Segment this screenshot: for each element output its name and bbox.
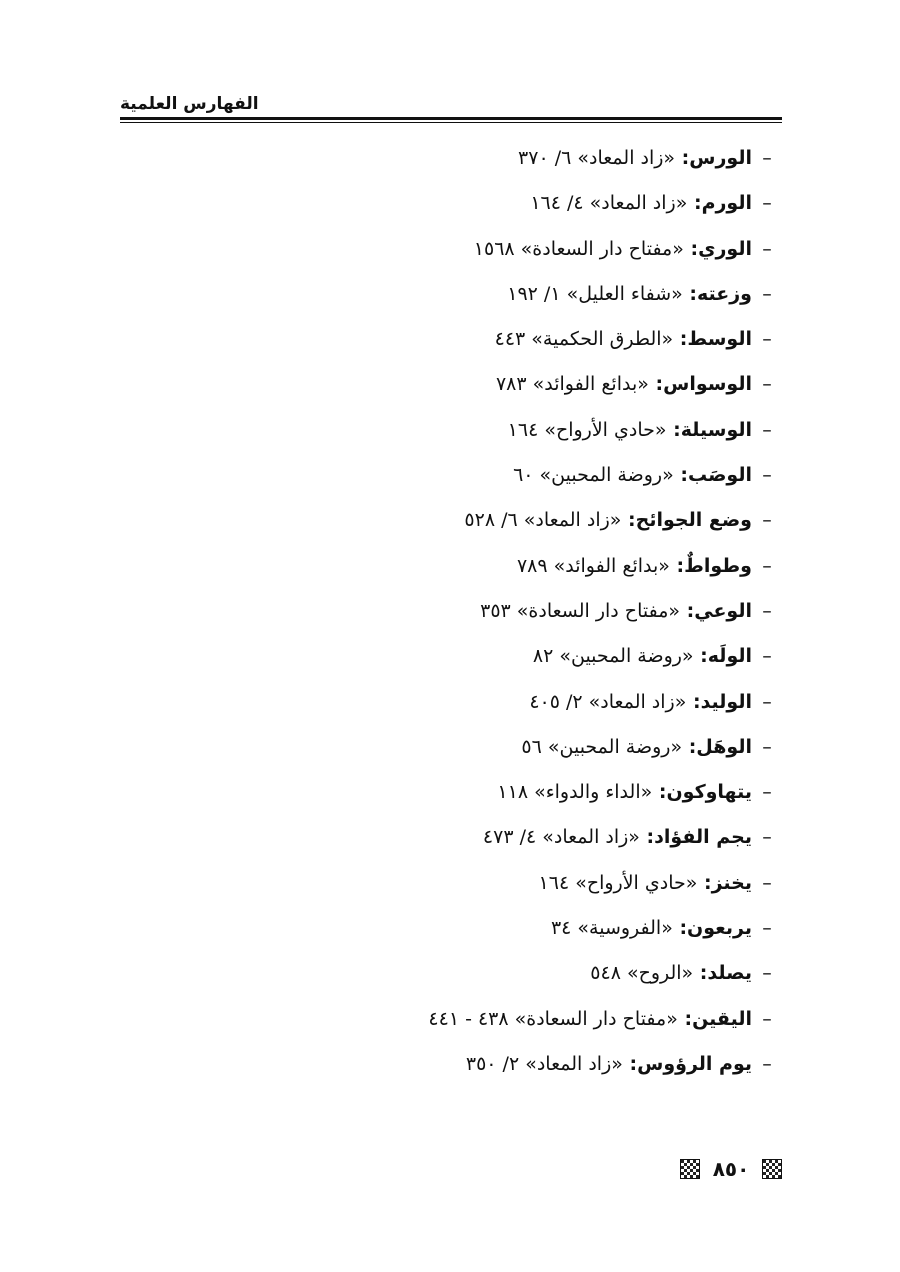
- entry-dash-icon: –: [762, 464, 772, 487]
- entry-reference: «حادي الأرواح» ١٦٤: [507, 418, 667, 441]
- index-entry: [262, 815, 782, 860]
- header-rule-thin: [120, 122, 782, 123]
- entry-dash-icon: –: [762, 237, 772, 260]
- entry-reference: «مفتاح دار السعادة» ٤٣٨ - ٤٤١: [428, 1007, 678, 1030]
- entry-reference: «زاد المعاد» ٢/ ٣٥٠: [465, 1052, 623, 1075]
- entry-colon: :: [693, 645, 708, 668]
- entry-colon: :: [697, 871, 712, 894]
- entry-term: وضع الجوائح: [635, 509, 752, 532]
- entry-reference: «الفروسية» ٣٤: [550, 917, 673, 940]
- entry-dash-icon: –: [762, 282, 772, 305]
- index-entry: [262, 362, 782, 407]
- entry-reference: «الداء والدواء» ١١٨: [497, 781, 653, 804]
- index-entry: [262, 136, 782, 181]
- entry-term: يوم الرؤوس: [637, 1052, 752, 1075]
- entry-reference: «الطرق الحكمية» ٤٤٣: [494, 328, 674, 351]
- entry-colon: :: [680, 599, 695, 622]
- index-entry: [262, 634, 782, 679]
- entry-reference: «زاد المعاد» ٦/ ٣٧٠: [518, 147, 676, 169]
- entry-reference: «زاد المعاد» ٢/ ٤٠٥: [529, 690, 687, 713]
- entry-dash-icon: –: [762, 690, 772, 713]
- entry-dash-icon: –: [762, 509, 772, 532]
- entry-dash-icon: –: [762, 1052, 772, 1075]
- index-entry: [262, 498, 782, 543]
- folio-ornament-right-icon: [762, 1159, 782, 1179]
- entry-reference: «زاد المعاد» ٤/ ٤٧٣: [482, 826, 640, 849]
- entry-term: الورم: [701, 192, 752, 215]
- entry-reference: «بدائع الفوائد» ٧٨٩: [516, 554, 670, 577]
- entry-reference: «مفتاح دار السعادة» ١٥٦٨: [473, 237, 684, 260]
- entry-dash-icon: –: [762, 418, 772, 441]
- entry-term: يربعون: [687, 917, 752, 940]
- entry-colon: :: [621, 509, 636, 532]
- entry-colon: :: [682, 735, 697, 758]
- entry-colon: :: [683, 237, 699, 260]
- entry-reference: «الروح» ٥٤٨: [590, 962, 694, 985]
- index-entry: [262, 317, 782, 362]
- entry-term: اليقين: [692, 1007, 752, 1030]
- entry-dash-icon: –: [762, 735, 772, 758]
- folio-ornament-left-icon: [680, 1159, 700, 1179]
- entry-term: الوسيلة: [680, 418, 752, 441]
- entry-reference: «روضة المحبين» ٦٠: [513, 464, 674, 487]
- header-rule-thick: [120, 117, 782, 120]
- entry-colon: :: [673, 328, 688, 351]
- entry-colon: :: [677, 1007, 693, 1030]
- entry-dash-icon: –: [762, 962, 772, 985]
- entry-colon: :: [622, 1052, 638, 1075]
- entry-term: وطواطٌ: [684, 554, 752, 577]
- index-entry: [262, 1042, 782, 1087]
- entry-dash-icon: –: [762, 917, 772, 940]
- entry-term: الوسط: [687, 328, 752, 351]
- entry-term: يجم الفؤاد: [654, 826, 752, 849]
- entry-reference: «روضة المحبين» ٥٦: [521, 735, 683, 758]
- page-folio: [680, 1155, 782, 1183]
- entry-dash-icon: –: [762, 826, 772, 849]
- index-entry: [262, 544, 782, 589]
- index-entry: [262, 589, 782, 634]
- entry-dash-icon: –: [762, 328, 772, 351]
- entry-colon: :: [652, 781, 667, 804]
- entry-reference: «بدائع الفوائد» ٧٨٣: [495, 373, 649, 396]
- index-entry: [262, 181, 782, 226]
- entry-dash-icon: –: [762, 645, 772, 668]
- index-entry: [262, 680, 782, 725]
- index-entry: [262, 997, 782, 1042]
- index-entry: [262, 861, 782, 906]
- entry-dash-icon: –: [762, 599, 772, 622]
- entry-term: الوهَل: [696, 735, 752, 758]
- entry-reference: «زاد المعاد» ٦/ ٥٢٨: [464, 509, 622, 532]
- entry-reference: «روضة المحبين» ٨٢: [532, 645, 694, 668]
- index-entry: [262, 453, 782, 498]
- entry-colon: :: [673, 464, 688, 487]
- index-entry: [262, 906, 782, 951]
- entry-term: الوصَب: [687, 464, 752, 487]
- entry-dash-icon: –: [762, 1007, 772, 1030]
- index-entry: [262, 770, 782, 815]
- entry-colon: :: [672, 917, 688, 940]
- entry-reference: «حادي الأرواح» ١٦٤: [538, 871, 698, 894]
- entry-dash-icon: –: [762, 871, 772, 894]
- entry-term: الوليد: [700, 690, 752, 713]
- entry-dash-icon: –: [762, 192, 772, 215]
- entry-colon: :: [648, 373, 664, 396]
- entry-reference: «شفاء العليل» ١/ ١٩٢: [507, 282, 683, 305]
- index-entry: [262, 951, 782, 996]
- entry-term: يتهاوكون: [666, 781, 752, 804]
- entry-colon: :: [686, 690, 701, 713]
- index-entry: [262, 272, 782, 317]
- entry-term: الولَه: [707, 645, 752, 668]
- entry-colon: :: [639, 826, 655, 849]
- entry-dash-icon: –: [762, 147, 772, 169]
- entry-colon: :: [666, 418, 681, 441]
- index-entry: [262, 725, 782, 770]
- entry-term: يصلد: [707, 962, 752, 985]
- entry-colon: :: [687, 192, 702, 215]
- entry-colon: :: [675, 147, 690, 169]
- entry-dash-icon: –: [762, 554, 772, 577]
- entry-reference: «زاد المعاد» ٤/ ١٦٤: [530, 192, 688, 215]
- entry-colon: :: [693, 962, 708, 985]
- running-header-title: الفهارس العلمية: [120, 94, 259, 114]
- index-entry: [262, 408, 782, 453]
- entry-dash-icon: –: [762, 373, 772, 396]
- entry-colon: :: [682, 282, 697, 305]
- entry-term: الورس: [689, 147, 752, 169]
- entry-reference: «مفتاح دار السعادة» ٣٥٣: [480, 599, 681, 622]
- entry-colon: :: [669, 554, 685, 577]
- entry-term: الوسواس: [663, 373, 752, 396]
- entry-term: الوري: [698, 237, 752, 260]
- entry-term: الوعي: [694, 599, 752, 622]
- index-entry: [262, 227, 782, 272]
- entry-dash-icon: –: [762, 781, 772, 804]
- page-number: ٨٥٠: [712, 1157, 750, 1181]
- entry-term: يخنز: [711, 871, 752, 894]
- index-entry-list: [262, 136, 782, 1087]
- entry-term: وزعته: [696, 282, 752, 305]
